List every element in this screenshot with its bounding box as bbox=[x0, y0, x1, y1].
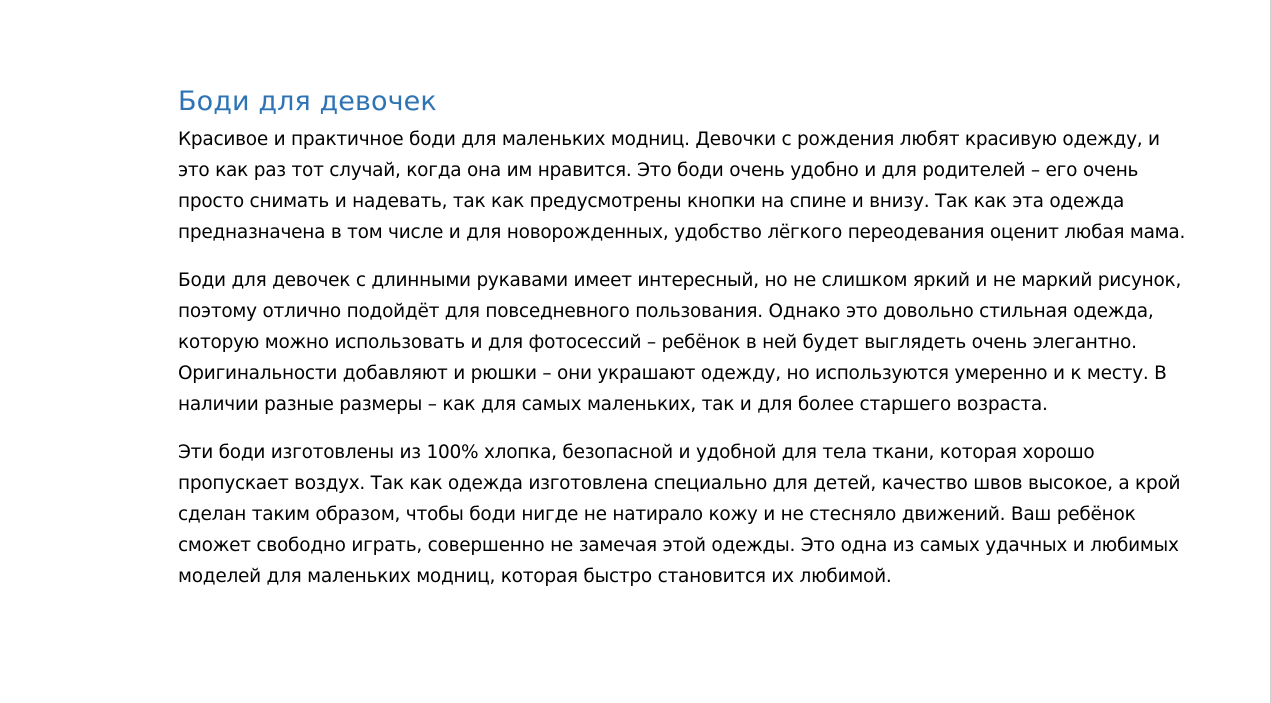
document-heading[interactable]: Боди для девочек bbox=[178, 86, 437, 117]
paragraph-2[interactable]: Боди для девочек с длинными рукавами имеет интересный, но не слишком яркий и не маркий рисунок, поэтому отлично подойдёт для повседневного пользования. Однако это довольно стильная одежда, которую можно использовать и для фотосессий – ребёнок в ней будет выглядеть очень элегантно. Оригинальности добавляют и рюшки – они украшают одежду, но используются умеренно и к месту. В наличии разные размеры – как для самых маленьких, так и для более старшего возраста. bbox=[178, 270, 1182, 415]
document-body[interactable] bbox=[178, 84, 1188, 609]
paragraph-1[interactable]: Красивое и практичное боди для маленьких модниц. Девочки с рождения любят красивую одежду, и это как раз тот случай, когда она им нравится. Это боди очень удобно и для родителей – его очень просто снимать и надевать, так как предусмотрены кнопки на спине и внизу. Так как эта одежда предназначена в том числе и для новорожденных, удобство лёгкого переодевания оценит любая мама. bbox=[178, 129, 1186, 243]
paragraph-3[interactable]: Эти боди изготовлены из 100% хлопка, безопасной и удобной для тела ткани, которая хорошо пропускает воздух. Так как одежда изготовлена специально для детей, качество швов высокое, а крой сделан таким образом, чтобы боди нигде не натирало кожу и не стесняло движений. Ваш ребёнок сможет свободно играть, совершенно не замечая этой одежды. Это одна из самых удачных и любимых моделей для маленьких модниц, которая быстро становится их любимой. bbox=[178, 442, 1181, 587]
